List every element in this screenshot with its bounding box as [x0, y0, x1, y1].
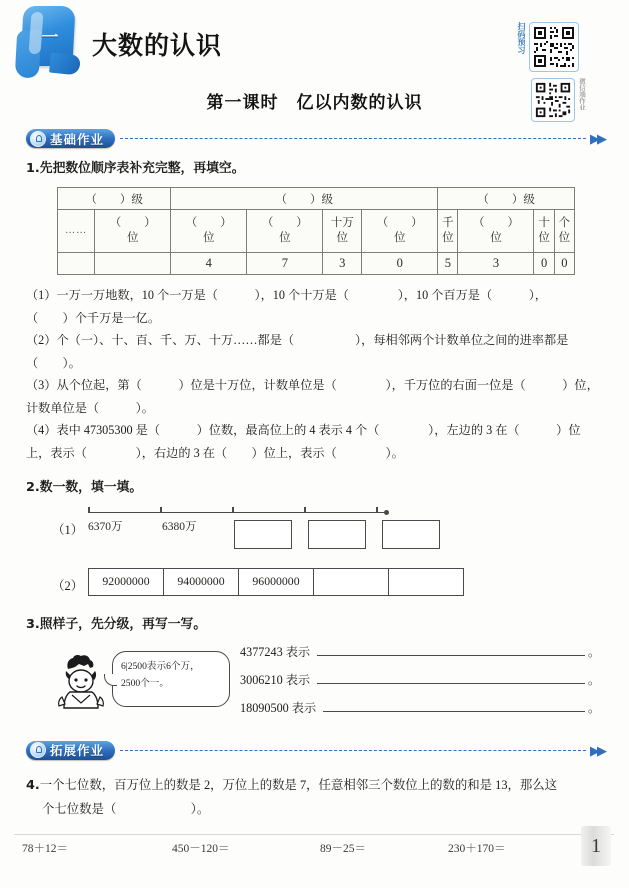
- bubble-line-2: 2500个一。: [121, 677, 169, 689]
- q2-sub1-label: （1）: [52, 522, 84, 537]
- digit-order-table: [57, 187, 575, 275]
- question-4-line-1: [26, 774, 612, 798]
- qr-code-sub-icon: [534, 81, 572, 119]
- question-4-number: 4.: [26, 777, 40, 793]
- answer-row: [240, 697, 600, 725]
- position-cell-0: ……: [58, 210, 95, 253]
- question-3-number: 3.: [26, 616, 40, 632]
- question-3: [26, 614, 612, 635]
- mascot-student-icon: [54, 655, 110, 713]
- number-line-label-2: 6380万: [162, 520, 197, 533]
- number-line-tick: [232, 507, 234, 513]
- number-line-tick: [160, 507, 162, 513]
- level-cell-2: （ ）级: [171, 188, 438, 210]
- value-cell-2: 4: [171, 253, 247, 275]
- answer-blank-line[interactable]: [317, 669, 585, 684]
- level-cell-1: （ ）级: [58, 188, 171, 210]
- section-extension-homework: [26, 741, 604, 760]
- value-cell-3: 7: [247, 253, 323, 275]
- q1-item-1b: （ ）个千万是一亿。: [26, 310, 161, 325]
- value-cell-4: 3: [323, 253, 362, 275]
- badge-dash-rule: [120, 138, 586, 139]
- q1-item-3b: 计数单位是（ ）。: [26, 400, 154, 415]
- question-4-line-2: 个七位数是（ ）。: [42, 801, 210, 816]
- answer-row-prompt: 18090500 表示: [240, 700, 317, 715]
- q2-sub2-label: （2）: [52, 578, 84, 593]
- table-row-levels: [58, 188, 575, 210]
- position-cell-9: 个 位: [554, 210, 574, 253]
- answer-row: [240, 669, 600, 697]
- qr-block: [517, 22, 605, 122]
- answer-blank-line[interactable]: [323, 697, 585, 712]
- position-cell-2: （ ） 位: [171, 210, 247, 253]
- value-cell-6: 5: [438, 253, 458, 275]
- number-line-row: [26, 504, 612, 562]
- sequence-cell-4[interactable]: [314, 568, 389, 595]
- q1-item-1a: （1）一万一万地数，10 个一万是（ ），10 个十万是（ ），10 个百万是（ ），: [26, 288, 547, 303]
- number-line-axis: [88, 512, 388, 514]
- unit-brush-banner: [16, 6, 82, 76]
- footer-problem-2: 450－120＝: [172, 843, 230, 855]
- question-2-body: [26, 504, 612, 600]
- answer-row-prompt: 4377243 表示: [240, 644, 311, 659]
- q1-item-4a: （4）表中 47305300 是（ ）位数，最高位上的 4 表示 4 个（ ），左边的 3 在（ ）位: [26, 423, 581, 438]
- footer-rule: [14, 834, 614, 835]
- bubble-line-1: 6|2500表示6个万，: [121, 660, 200, 672]
- answer-rows: [240, 641, 600, 725]
- position-cell-3: （ ） 位: [247, 210, 323, 253]
- number-line-answer-box[interactable]: [308, 520, 366, 549]
- position-cell-4: 十万 位: [323, 210, 362, 253]
- page-footer: [0, 835, 629, 866]
- position-cell-5: （ ） 位: [362, 210, 438, 253]
- qr-label-main: 扫码预习: [517, 22, 526, 54]
- value-cell-5: 0: [362, 253, 438, 275]
- answer-row: [240, 641, 600, 669]
- question-2-number: 2.: [26, 479, 40, 495]
- number-cells-row: [26, 568, 612, 600]
- chevron-right-icon: ▶▶: [590, 742, 604, 758]
- sequence-cell-5[interactable]: [389, 568, 464, 595]
- footer-problem-3: 89－25＝: [320, 843, 366, 855]
- value-cell-0: [58, 253, 95, 275]
- value-cell-1: [95, 253, 171, 275]
- q1-item-3a: （3）从个位起，第（ ）位是十万位，计数单位是（ ），千万位的右面一位是（ ）位，: [26, 378, 599, 393]
- number-line-answer-box[interactable]: [234, 520, 292, 549]
- position-cell-1: （ ） 位: [95, 210, 171, 253]
- page-number: 1: [581, 826, 611, 866]
- badge-dash-rule: [120, 750, 586, 751]
- question-1-items: [26, 284, 612, 465]
- question-4: [26, 774, 612, 821]
- lightbulb-icon: [30, 131, 46, 147]
- value-cell-7: 3: [458, 253, 534, 275]
- question-4-text-1: 一个七位数，百万位上的数是 2，万位上的数是 7，任意相邻三个数位上的数的和是 13，那么这: [39, 777, 558, 792]
- speech-bubble: [112, 651, 230, 707]
- badge-basic: [26, 129, 115, 148]
- number-sequence-table: [88, 568, 464, 596]
- qr-label-sub: 微信端作业: [578, 78, 586, 111]
- position-cell-7: （ ） 位: [458, 210, 534, 253]
- qr-frame-sub[interactable]: [531, 78, 575, 122]
- answer-row-prompt: 3006210 表示: [240, 672, 311, 687]
- section-basic-homework: [26, 129, 604, 148]
- sequence-cell-3[interactable]: 96000000: [239, 568, 314, 595]
- answer-row-punct: 。: [587, 644, 600, 659]
- table-row-positions: [58, 210, 575, 253]
- answer-blank-line[interactable]: [317, 641, 585, 656]
- q1-item-2a: （2）个（一）、十、百、千、万、十万……都是（ ），每相邻两个计数单位之间的进率都是: [26, 333, 569, 348]
- question-1-title: 先把数位顺序表补充完整，再填空。: [39, 161, 245, 176]
- number-line-tick: [304, 507, 306, 513]
- question-1: [26, 158, 612, 179]
- sequence-cell-2[interactable]: 94000000: [164, 568, 239, 595]
- value-cell-8: 0: [534, 253, 554, 275]
- sequence-cell-1[interactable]: 92000000: [89, 568, 164, 595]
- qr-code-main-icon: [532, 25, 576, 69]
- footer-problem-4: 230＋170＝: [448, 843, 506, 855]
- question-3-body: [26, 639, 612, 735]
- level-cell-3: （ ）级: [438, 188, 575, 210]
- position-cell-8: 十 位: [534, 210, 554, 253]
- value-cell-9: 0: [554, 253, 574, 275]
- table-row-values: [58, 253, 575, 275]
- question-1-number: 1.: [26, 161, 40, 176]
- answer-row-punct: 。: [587, 672, 600, 687]
- number-line-label-1: 6370万: [88, 520, 123, 533]
- badge-extension-label: 拓展作业: [50, 743, 105, 759]
- badge-basic-label: 基础作业: [50, 131, 105, 147]
- q1-item-2b: （ ）。: [26, 355, 81, 370]
- badge-extension: [26, 741, 115, 760]
- qr-frame-main[interactable]: [529, 22, 579, 72]
- question-2-title: 数一数，填一填。: [39, 479, 143, 495]
- question-3-title: 照样子，先分级，再写一写。: [39, 616, 207, 632]
- position-cell-6: 千 位: [438, 210, 458, 253]
- question-2: [26, 477, 612, 498]
- lightbulb-icon: [30, 742, 46, 758]
- table-row: [89, 568, 464, 595]
- footer-problem-1: 78＋12＝: [22, 843, 68, 855]
- unit-number: 一: [41, 28, 59, 48]
- number-line-tick: [376, 507, 378, 513]
- q1-item-4b: 上，表示（ ），右边的 3 在（ ）位上，表示（ ）。: [26, 446, 404, 461]
- number-line-tick: [88, 507, 90, 513]
- number-line-answer-box[interactable]: [382, 520, 440, 549]
- lesson-title: 第一课时 亿以内数的认识: [206, 93, 423, 113]
- unit-title: 大数的认识: [92, 31, 223, 60]
- chevron-right-icon: ▶▶: [590, 131, 604, 146]
- answer-row-punct: 。: [587, 700, 600, 715]
